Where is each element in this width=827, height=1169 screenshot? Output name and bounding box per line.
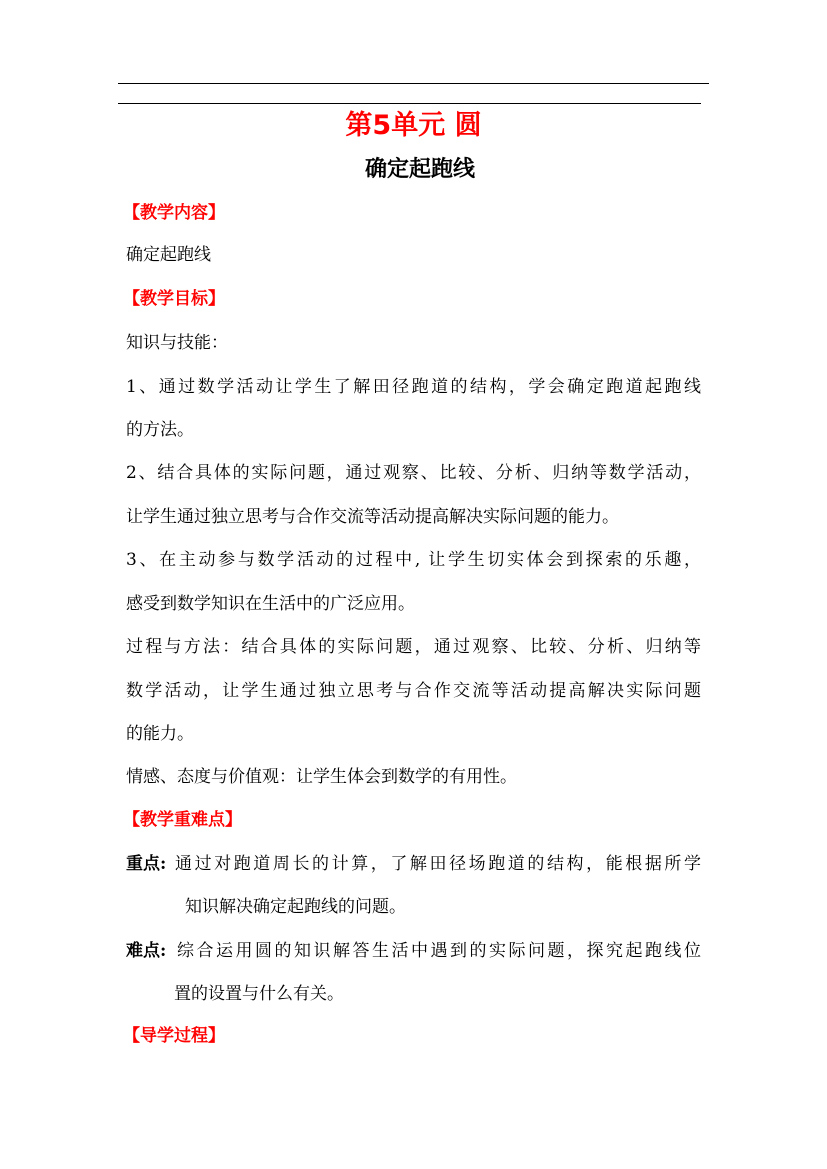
content-text: 确定起跑线: [126, 245, 211, 265]
unit-title: 第5单元 圆: [345, 110, 482, 141]
header-rule-top: [118, 83, 709, 84]
goal-2-line-2: 让学生通过独立思考与合作交流等活动提高解决实际问题的能力。: [126, 507, 619, 527]
section-heading-goals: 【教学目标】: [123, 289, 225, 309]
section-heading-content: 【教学内容】: [123, 203, 225, 223]
header-rule-bottom: [118, 103, 701, 104]
key-point-line-2: 知识解决确定起跑线的问题。: [185, 897, 406, 917]
difficulty-line-2: 置的设置与什么有关。: [174, 984, 344, 1004]
goal-3-line-1: 3、在主动参与数学活动的过程中, 让学生切实体会到探索的乐趣，: [126, 550, 701, 570]
section-heading-guide: 【导学过程】: [123, 1026, 225, 1046]
goal-1-line-2: 的方法。: [126, 420, 194, 440]
emotion-line: 情感、态度与价值观：让学生体会到数学的有用性。: [126, 767, 517, 787]
goal-1-line-1: 1、通过数学活动让学生了解田径跑道的结构，学会确定跑道起跑线: [126, 377, 701, 397]
key-point-line-1: 通过对跑道周长的计算，了解田径场跑道的结构，能根据所学: [175, 854, 701, 874]
goal-2-line-1: 2、结合具体的实际问题，通过观察、比较、分析、归纳等数学活动，: [126, 463, 701, 483]
difficulty-line-1: 综合运用圆的知识解答生活中遇到的实际问题，探究起跑线位: [177, 941, 701, 961]
process-line-3: 的能力。: [126, 724, 194, 744]
lesson-subtitle: 确定起跑线: [364, 157, 475, 182]
goal-3-line-2: 感受到数学知识在生活中的广泛应用。: [126, 594, 415, 614]
difficulty-label: 难点:: [126, 941, 167, 961]
process-line-1: 过程与方法：结合具体的实际问题，通过观察、比较、分析、归纳等: [126, 637, 701, 657]
process-line-2: 数学活动，让学生通过独立思考与合作交流等活动提高解决实际问题: [126, 681, 701, 701]
section-heading-key-points: 【教学重难点】: [123, 810, 242, 830]
key-point-label: 重点:: [126, 854, 167, 874]
skills-label: 知识与技能：: [126, 333, 228, 353]
